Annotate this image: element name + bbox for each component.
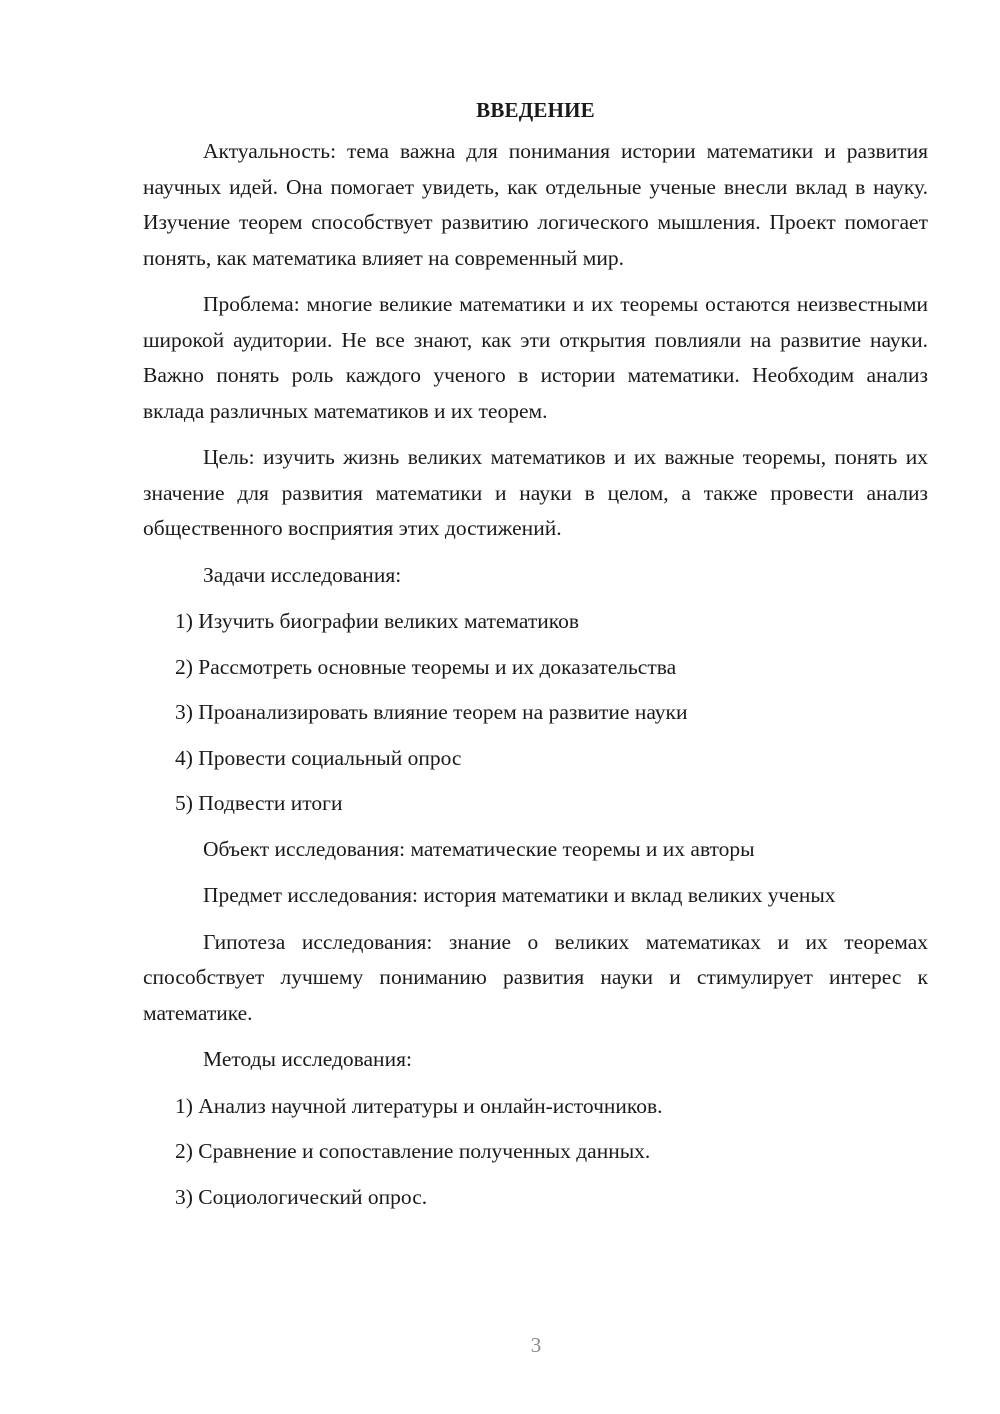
page-number: 3 [530, 1333, 542, 1357]
subject-paragraph: Предмет исследования: история математики и вклад великих ученых [203, 883, 836, 907]
methods-list [143, 1089, 928, 1216]
list-item: 5) Подвести итоги [175, 791, 343, 815]
problem-paragraph: Проблема: многие великие математики и их теоремы остаются неизвестными широкой аудитории. Не все знают, как эти открытия повлияли на развитие науки. Важно понять роль каждого ученого в истории математики. Необходим анализ вклада различных математиков и их теорем. [143, 292, 928, 423]
document-page [143, 92, 928, 1225]
object-paragraph: Объект исследования: математические теоремы и их авторы [203, 836, 755, 861]
list-item: 2) Сравнение и сопоставление полученных данных. [175, 1139, 651, 1163]
section-title: ВВЕДЕНИЕ [476, 98, 595, 122]
goal-paragraph: Цель: изучить жизнь великих математиков и их важные теоремы, понять их значение для развития математики и науки в целом, а также провести анализ общественного восприятия этих достижений. [143, 445, 928, 540]
list-item: 3) Проанализировать влияние теорем на развитие науки [175, 700, 688, 724]
list-item: 1) Анализ научной литературы и онлайн-источников. [175, 1093, 663, 1118]
list-item: 1) Изучить биографии великих математиков [175, 609, 579, 633]
list-item: 4) Провести социальный опрос [175, 745, 462, 770]
list-item: 2) Рассмотреть основные теоремы и их доказательства [175, 654, 677, 679]
list-item: 3) Социологический опрос. [175, 1184, 428, 1209]
tasks-heading: Задачи исследования: [203, 562, 402, 587]
relevance-paragraph: Актуальность: тема важна для понимания истории математики и развития научных идей. Она помогает увидеть, как отдельные ученые внесли вклад в науку. Изучение теорем способствует развитию логического мышления. Проект помогает понять, как математика влияет на современный мир. [143, 139, 928, 270]
hypothesis-paragraph: Гипотеза исследования: знание о великих математиках и их теоремах способствует лучшему пониманию развития науки и стимулирует интерес к математике. [143, 929, 928, 1025]
tasks-list [143, 604, 928, 822]
methods-heading: Методы исследования: [203, 1047, 412, 1071]
